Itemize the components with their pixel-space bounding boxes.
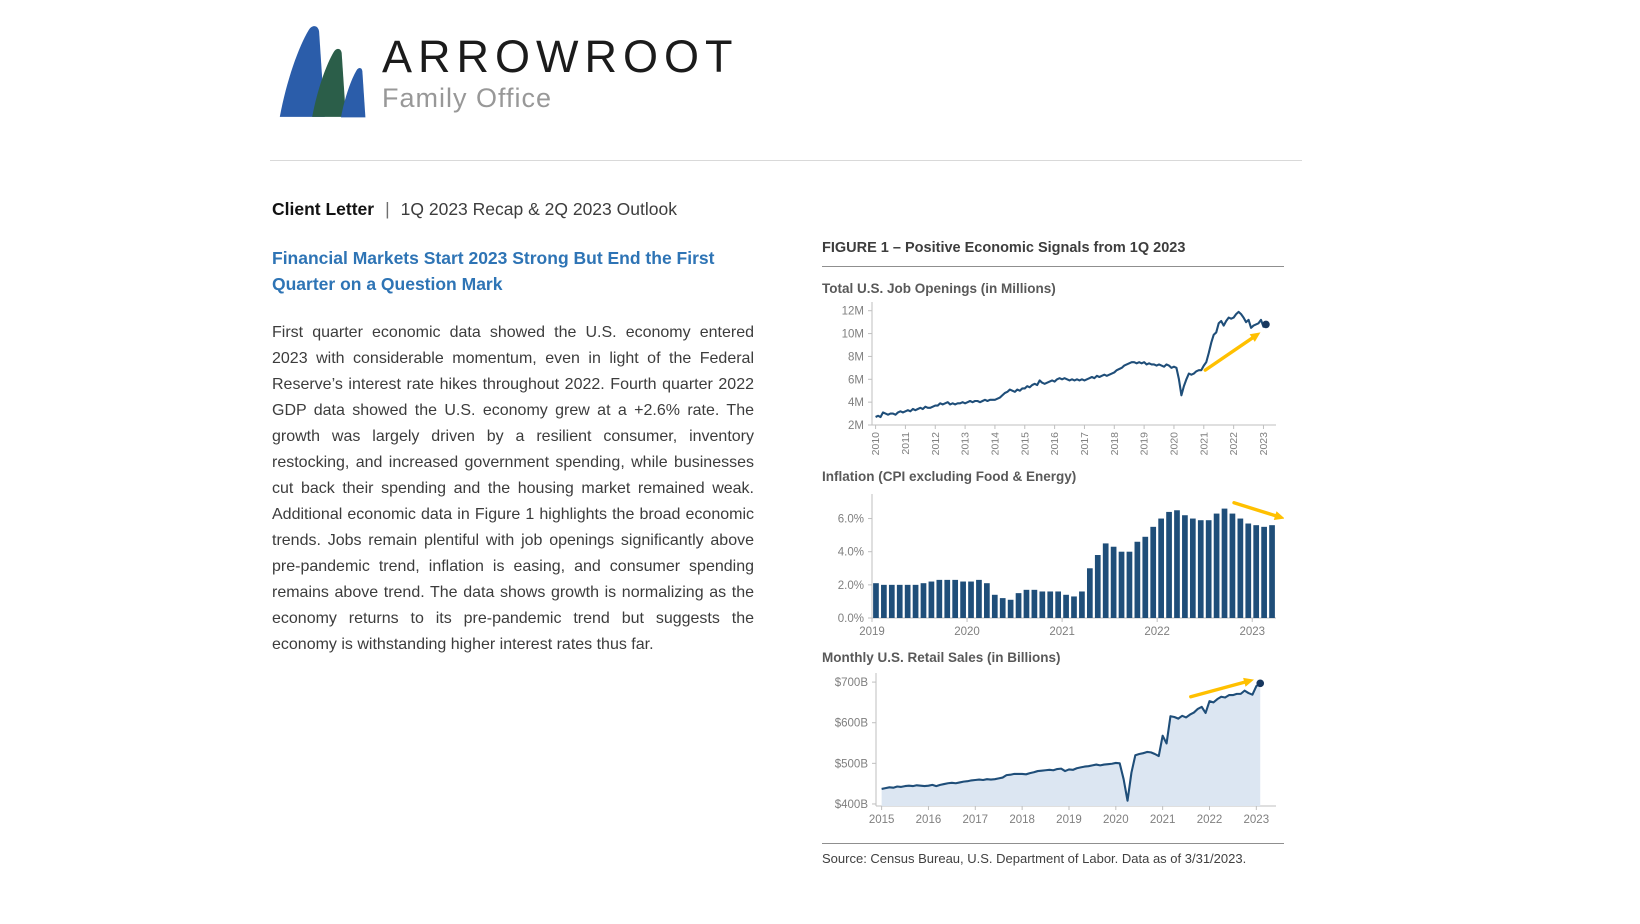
svg-text:$700B: $700B [834,677,868,690]
svg-text:2023: 2023 [1257,432,1270,456]
svg-text:2020: 2020 [1168,432,1181,456]
arrowroot-logo-mark-icon [278,16,368,126]
svg-text:2017: 2017 [1078,432,1091,456]
figure-source: Source: Census Bureau, U.S. Department of Labor. Data as of 3/31/2023. [822,851,1247,866]
svg-text:2015: 2015 [868,814,895,826]
svg-text:0.0%: 0.0% [837,613,864,625]
svg-text:12M: 12M [841,305,864,318]
svg-text:2011: 2011 [899,432,912,455]
brand-name: ARROWROOT [382,31,739,82]
svg-text:2015: 2015 [1019,432,1032,456]
svg-text:2017: 2017 [962,814,989,826]
svg-text:$600B: $600B [834,717,868,730]
svg-text:2022: 2022 [1196,814,1223,826]
svg-text:2M: 2M [848,420,864,432]
svg-text:2021: 2021 [1049,626,1075,638]
svg-text:6.0%: 6.0% [837,513,864,526]
svg-text:2018: 2018 [1108,432,1121,456]
svg-text:2021: 2021 [1149,814,1176,826]
retail-sales-chart-title: Monthly U.S. Retail Sales (in Billions) [822,650,1061,665]
job-openings-chart-title: Total U.S. Job Openings (in Millions) [822,281,1056,296]
svg-text:2010: 2010 [870,432,883,456]
svg-text:$500B: $500B [834,758,868,771]
letter-column [272,199,754,674]
arrowroot-logo [278,16,738,126]
letter-headline: Financial Markets Start 2023 Strong But End the First Quarter on a Question Mark [272,248,715,295]
letter-kicker [272,199,754,220]
svg-text:2014: 2014 [989,432,1002,456]
brand-subtitle: Family Office [382,83,553,113]
figure-column [822,240,1284,866]
svg-text:2018: 2018 [1009,814,1035,826]
inflation-chart-title: Inflation (CPI excluding Food & Energy) [822,469,1077,484]
svg-text:2021: 2021 [1198,432,1211,456]
svg-text:2023: 2023 [1243,814,1270,826]
svg-text:$400B: $400B [834,798,868,811]
kicker-separator: | [385,199,390,219]
figure-title: FIGURE 1 – Positive Economic Signals from 1Q 2023 [822,240,1186,256]
figure-top-rule [822,266,1284,267]
inflation-chart [822,487,1284,640]
svg-text:2022: 2022 [1144,626,1170,638]
figure-bottom-rule [822,843,1284,844]
svg-text:2012: 2012 [929,432,942,456]
svg-text:10M: 10M [841,328,864,341]
svg-text:2.0%: 2.0% [837,579,864,592]
svg-text:6M: 6M [848,374,864,387]
job-openings-chart [822,299,1284,467]
svg-text:2013: 2013 [959,432,972,456]
svg-text:2020: 2020 [954,626,980,638]
logo-text [382,16,738,114]
retail-sales-chart [822,668,1284,840]
svg-text:2019: 2019 [1138,432,1151,456]
svg-text:2016: 2016 [1049,432,1062,456]
svg-text:2019: 2019 [859,626,885,638]
kicker-title: Client Letter [272,199,375,219]
letter-body: First quarter economic data showed the U.S. economy entered 2023 with considerable momentum, even in light of the Federal Reserve’s interest rate hikes throughout 2022. Fourth quarter 2022 GDP data showed the U.S. economy grew at a +2.6% rate. The growth was largely driven by a resilient consumer, inventory restocking, and increased government spending, while businesses cut back their spending and the housing market remained weak. Additional economic data in Figure 1 highlights the broad economic trends. Jobs remain plentiful with job openings significantly above pre-pandemic trend, inflation is easing, and consumer spending remains above trend. The data shows growth is normalizing as the economy returns to its pre-pandemic trend but suggests the economy is withstanding higher interest rates thus far. [272,323,754,653]
svg-text:2019: 2019 [1056,814,1082,826]
svg-text:4M: 4M [848,397,864,410]
svg-text:4.0%: 4.0% [837,546,864,559]
svg-text:8M: 8M [848,351,864,364]
kicker-subtitle: 1Q 2023 Recap & 2Q 2023 Outlook [400,199,677,219]
svg-text:2022: 2022 [1228,432,1241,456]
svg-text:2016: 2016 [915,814,942,826]
header-divider [270,160,1302,161]
svg-text:2023: 2023 [1239,626,1266,638]
svg-text:2020: 2020 [1103,814,1129,826]
